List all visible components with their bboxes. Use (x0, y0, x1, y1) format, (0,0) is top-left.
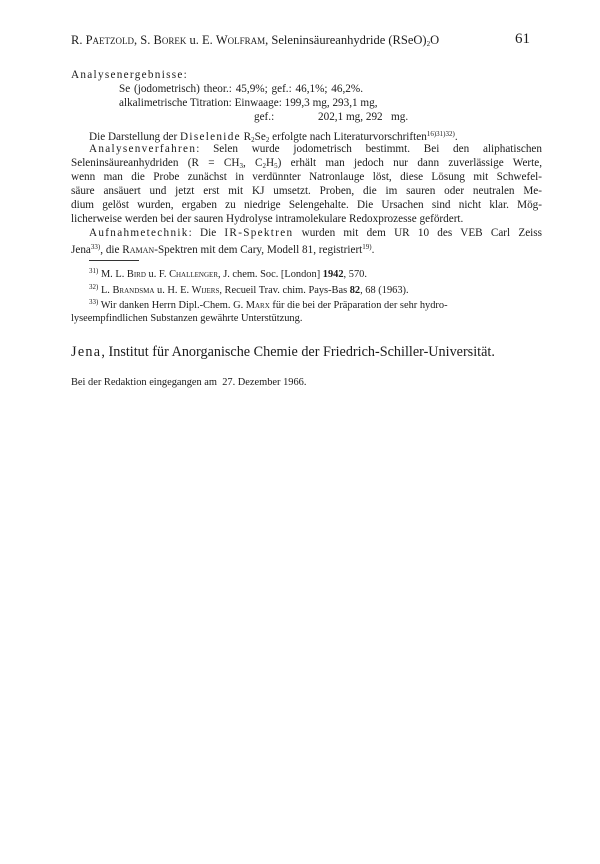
spaced-term: Diselenide (180, 131, 241, 143)
text: Jena (71, 244, 91, 256)
author-name: Borek (153, 33, 187, 47)
running-header (71, 33, 439, 48)
volume-bold: 1942 (322, 269, 344, 280)
analysis-method-line-4: säure ansäuert und jetzt erst mit KJ umsetzt. Proben, die im sauren oder neutralen Me- (71, 185, 542, 197)
subscript: 5 (274, 162, 278, 170)
page-number: 61 (515, 31, 530, 47)
text: , Recueil Trav. chim. Pays-Bas (219, 285, 350, 296)
received-date: Bei der Redaktion eingegangen am 27. Dezember 1966. (71, 377, 307, 388)
text: u. F. (145, 269, 170, 280)
analysis-row-2: alkalimetrische Titration: Einwaage: 199,3 mg, 293,1 mg, (119, 97, 378, 109)
institution-name: , Institut für Anorganische Chemie der Friedrich-Schiller-Universität. (101, 344, 495, 360)
text: -Spektren mit dem Cary, Modell 81, registriert (154, 244, 363, 256)
text: . (454, 131, 458, 143)
text: für die bei der Präparation der sehr hydro- (269, 300, 448, 311)
text: . (371, 244, 375, 256)
analysis-row-3-label: gef.: (254, 111, 275, 123)
text: , J. chem. Soc. [London] (218, 269, 323, 280)
section-heading: Analysenverfahren (89, 143, 197, 155)
text: Die Darstellung der (89, 131, 181, 143)
footnote-33 (89, 298, 448, 311)
formula: Se (254, 131, 266, 143)
analysis-row-1: Se (jodometrisch) theor.: 45,9%; gef.: 46,1%; 46,2%. (119, 83, 364, 95)
author-name: Challenger (169, 269, 218, 280)
text: : Selen wurde jodometrisch bestimmt. Bei den aliphatischen (196, 143, 542, 155)
footnote-31 (89, 267, 367, 280)
volume-bold: 82 (349, 285, 361, 296)
subscript: 2 (251, 136, 255, 144)
analysis-row-3-values: 202,1 mg, 292 mg. (318, 111, 409, 123)
author-name: Wolfram (215, 33, 266, 47)
text: ) erhält man jedoch nur dann zuverlässige Werte, (277, 157, 543, 169)
footnote-number: 32) (89, 283, 99, 291)
section-heading: Aufnahmetechnik (89, 227, 189, 239)
analysis-method-line-3: wenn man die Probe zunächst in verdünnter Natronlauge löst, diese Lösung mit Schwefel- (71, 171, 542, 183)
header-title: , Seleninsäureanhydride (RSeO) (265, 33, 427, 47)
reference-superscript: 33) (90, 243, 101, 251)
text: erfolgte nach Literaturvorschriften (269, 131, 427, 143)
text: , 570. (343, 269, 367, 280)
subscript: 3 (239, 162, 243, 170)
header-text: R. (71, 33, 86, 47)
text: : Die (188, 227, 225, 239)
analysis-method-line-6: licherweise werden bei der sauren Hydrolyse intramolekulare Redoxprozesse gefördert. (71, 213, 464, 225)
text: L. (98, 285, 113, 296)
text: Seleninsäureanhydriden (R = CH (71, 157, 240, 169)
text: H (266, 157, 275, 169)
text: , die (100, 244, 123, 256)
reference-superscript: 19) (362, 243, 372, 251)
formula: R (240, 131, 252, 143)
header-text: u. E. (186, 33, 216, 47)
text: M. L. (98, 269, 127, 280)
text: , C (242, 157, 263, 169)
author-name: Wijers (191, 285, 220, 296)
recording-technique-line-2 (71, 240, 374, 257)
footnote-33-line-2: lyseempfindlichen Substanzen gewährte Unterstützung. (71, 313, 303, 324)
header-text: , S. (134, 33, 154, 47)
subscript: 2 (262, 162, 267, 170)
analysis-method-line-1 (71, 142, 542, 156)
author-name: Bird (126, 269, 146, 280)
footnote-number: 33) (89, 298, 99, 306)
spaced-term: IR-Spektren (224, 227, 294, 239)
name-smallcaps: Raman (122, 244, 155, 256)
header-title-end: O (430, 33, 440, 47)
subscript: 2 (265, 136, 270, 144)
text: , 68 (1963). (360, 285, 409, 296)
text: Wir danken Herrn Dipl.-Chem. G. (98, 300, 246, 311)
city: Jena (71, 344, 102, 360)
footnote-32 (89, 283, 409, 296)
analysis-method-line-5: dium gelöst wurden, ergaben zu niedrige Selengehalte. Die Ursachen sind nicht klar. Mög- (71, 199, 542, 211)
subscript: 2 (426, 40, 431, 48)
footnote-divider (89, 260, 139, 261)
author-name: Brandsma (112, 285, 155, 296)
author-name: Marx (245, 300, 270, 311)
text: wurden mit dem UR 10 des VEB Carl Zeiss (293, 227, 542, 239)
text: u. H. E. (154, 285, 192, 296)
recording-technique-line-1 (71, 226, 542, 240)
author-name: Paetzold (85, 33, 135, 47)
institution-line (71, 344, 495, 361)
footnote-number: 31) (89, 267, 99, 275)
reference-superscript: 16)31)32) (426, 130, 455, 138)
analysis-heading: Analysenergebnisse: (71, 69, 189, 81)
